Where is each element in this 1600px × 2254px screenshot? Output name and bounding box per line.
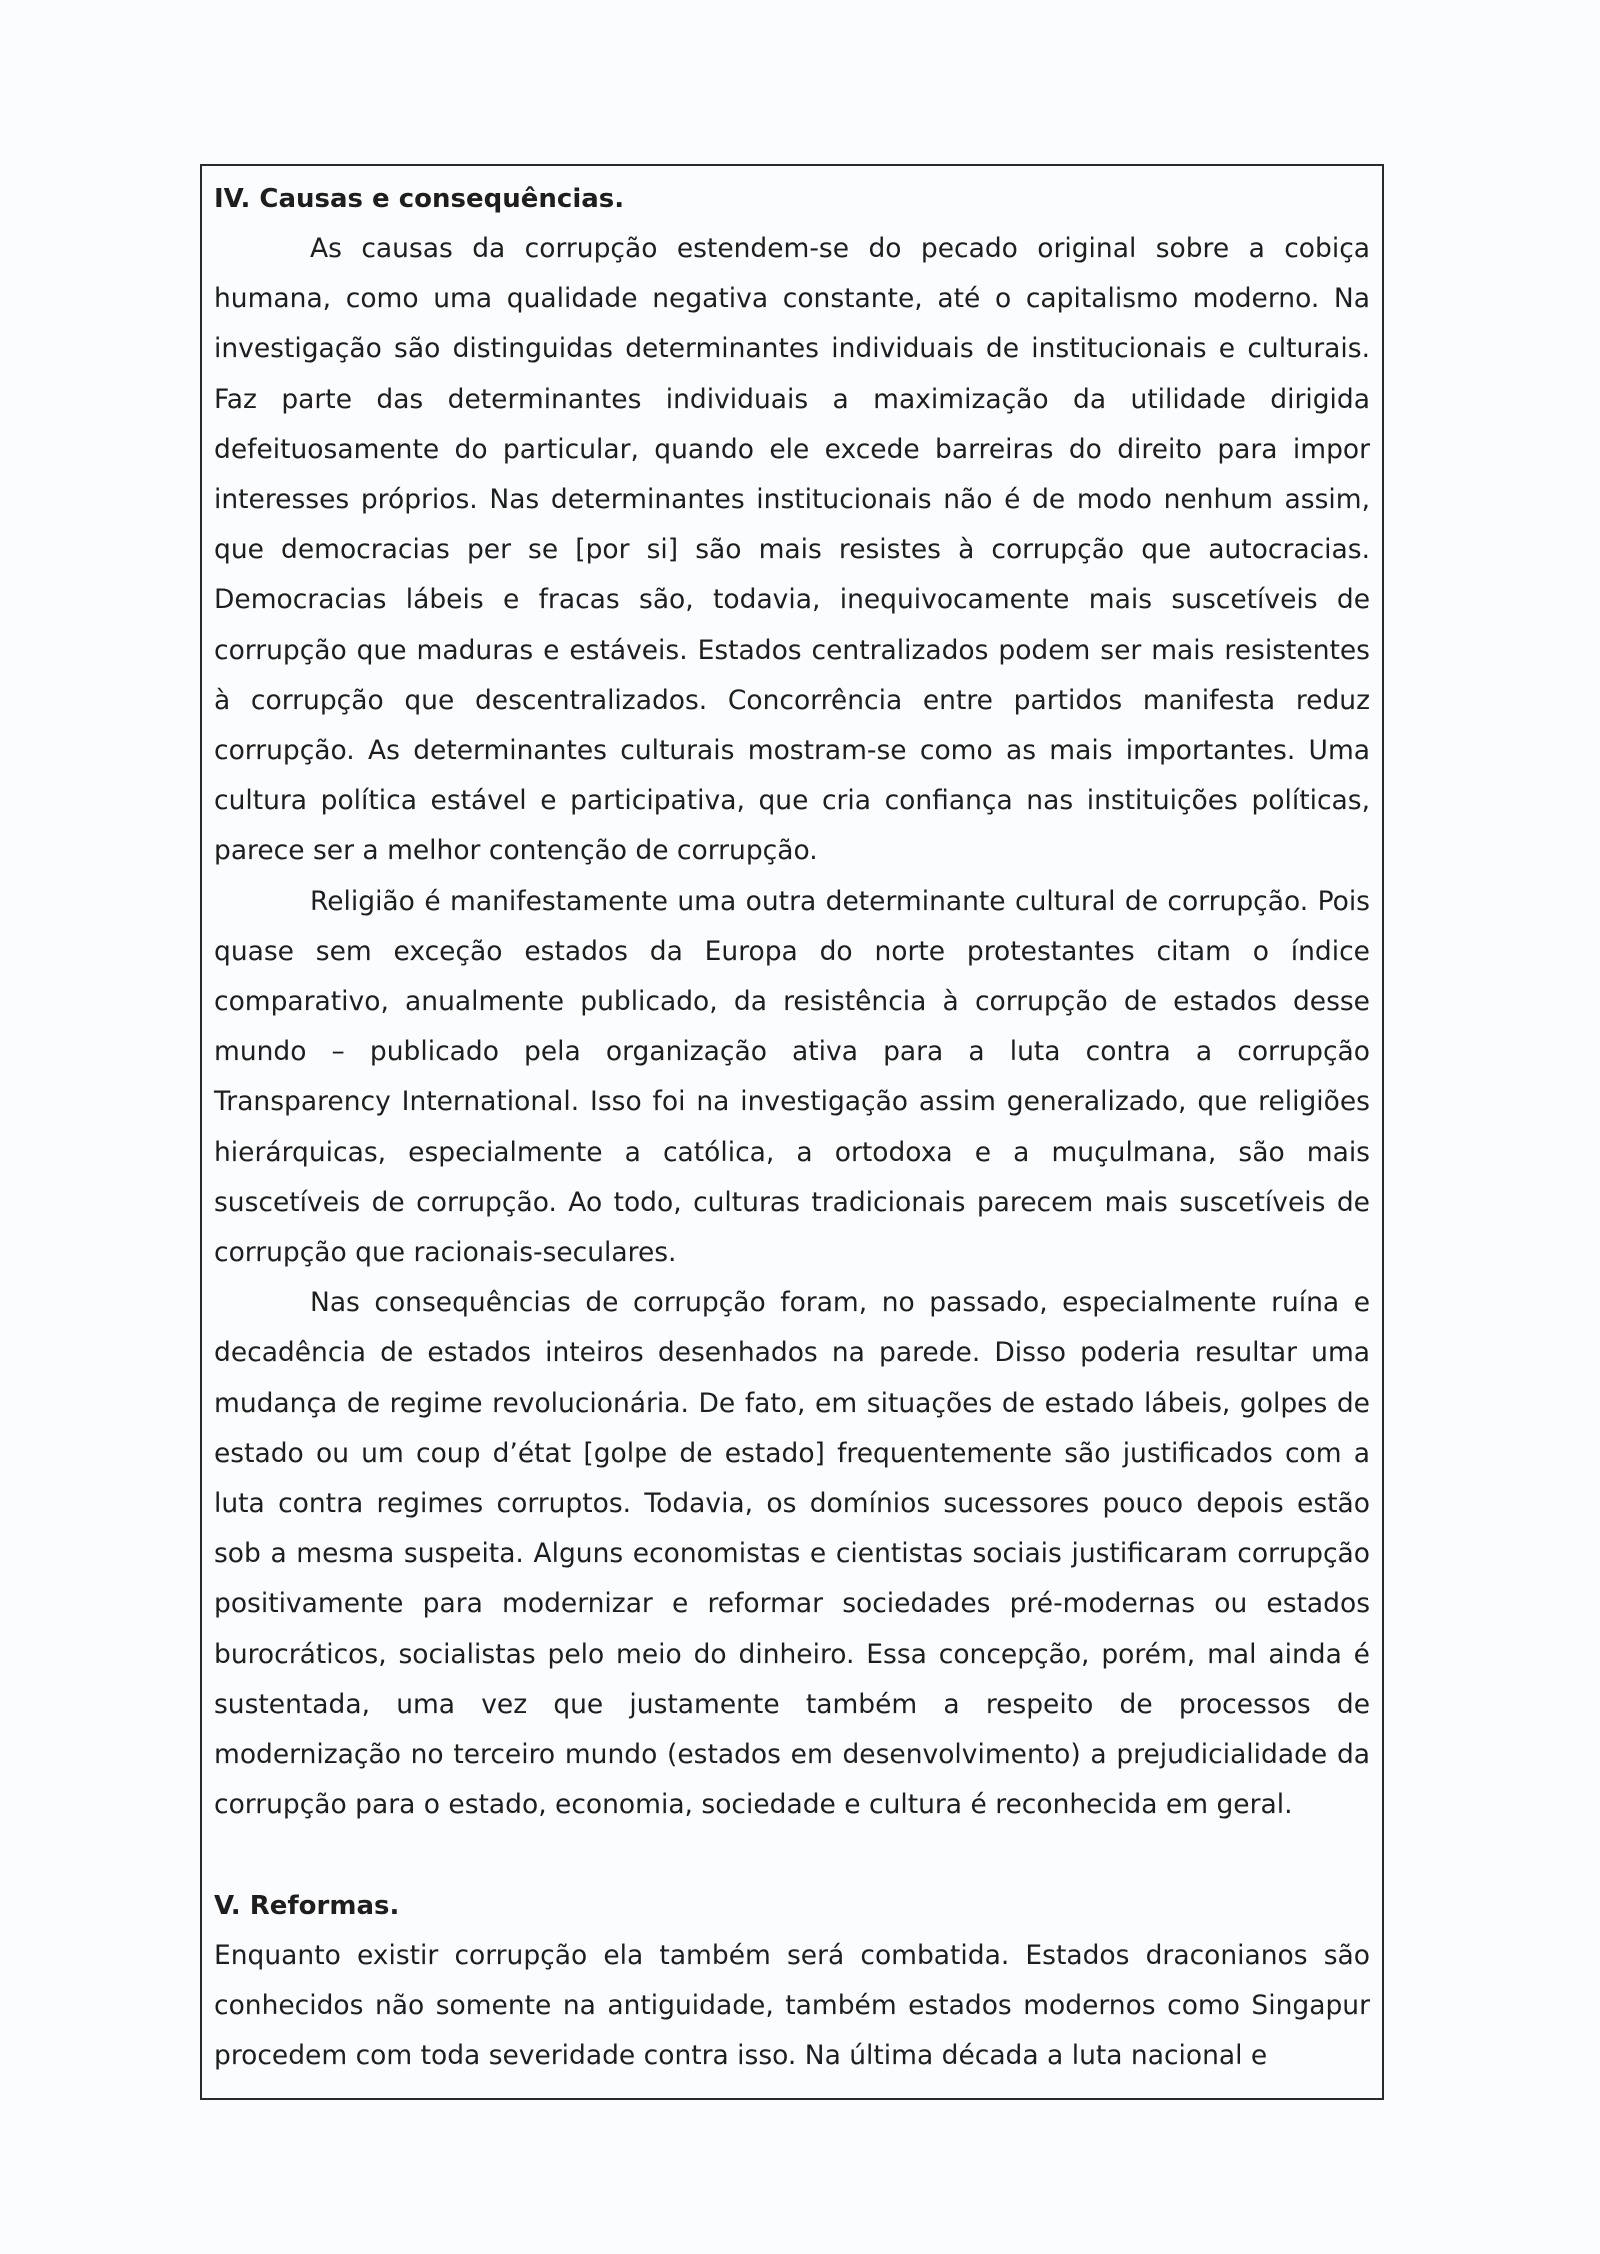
section-iv-paragraph-2: Religião é manifestamente uma outra determinante cultural de corrupção. Pois quase sem exceção estados da Europa do norte protestantes citam o índice comparativo, anualmente publicado, da resistência à corrupção de estados desse mundo – publicado pela organização ativa para a luta contra a corrupção Transparency International. Isso foi na investigação assim generalizado, que religiões hierárquicas, especialmente a católica, a ortodoxa e a muçulmana, são mais suscetíveis de corrupção. Ao todo, culturas tradicionais parecem mais suscetíveis de corrupção que racionais-seculares.: [214, 885, 1370, 1269]
text-frame: [200, 164, 1384, 2100]
section-spacer: [214, 1831, 1370, 1881]
section-v-title: V. Reformas.: [214, 1890, 400, 1921]
section-v-paragraph-1: Enquanto existir corrupção ela também será combatida. Estados draconianos são conhecidos não somente na antiguidade, também estados modernos como Singapur procedem com toda severidade contra isso. Na última década a luta nacional e: [214, 1939, 1370, 2071]
section-iv-paragraph-1: As causas da corrupção estendem-se do pecado original sobre a cobiça humana, como uma qualidade negativa constante, até o capitalismo moderno. Na investigação são distinguidas determinantes individuais de institucionais e culturais. Faz parte das determinantes individuais a maximização da utilidade dirigida defeituosamente do particular, quando ele excede barreiras do direito para impor interesses próprios. Nas determinantes institucionais não é de modo nenhum assim, que democracias per se [por si] são mais resistes à corrupção que autocracias. Democracias lábeis e fracas são, todavia, inequivocamente mais suscetíveis de corrupção que maduras e estáveis. Estados centralizados podem ser mais resistentes à corrupção que descentralizados. Concorrência entre partidos manifesta reduz corrupção. As determinantes culturais mostram-se como as mais importantes. Uma cultura política estável e participativa, que cria confiança nas instituições políticas, parece ser a melhor contenção de corrupção.: [214, 233, 1370, 867]
section-iv-title: IV. Causas e consequências.: [214, 184, 625, 214]
section-iv-paragraph-3: Nas consequências de corrupção foram, no passado, especialmente ruína e decadência de estados inteiros desenhados na parede. Disso poderia resultar uma mudança de regime revolucionária. De fato, em situações de estado lábeis, golpes de estado ou um coup d’état [golpe de estado] frequentemente são justificados com a luta contra regimes corruptos. Todavia, os domínios sucessores pouco depois estão sob a mesma suspeita. Alguns economistas e cientistas sociais justificaram corrupção positivamente para modernizar e reformar sociedades pré-modernas ou estados burocráticos, socialistas pelo meio do dinheiro. Essa concepção, porém, mal ainda é sustentada, uma vez que justamente também a respeito de processos de modernização no terceiro mundo (estados em desenvolvimento) a prejudicialidade da corrupção para o estado, economia, sociedade e cultura é reconhecida em geral.: [214, 1287, 1370, 1821]
